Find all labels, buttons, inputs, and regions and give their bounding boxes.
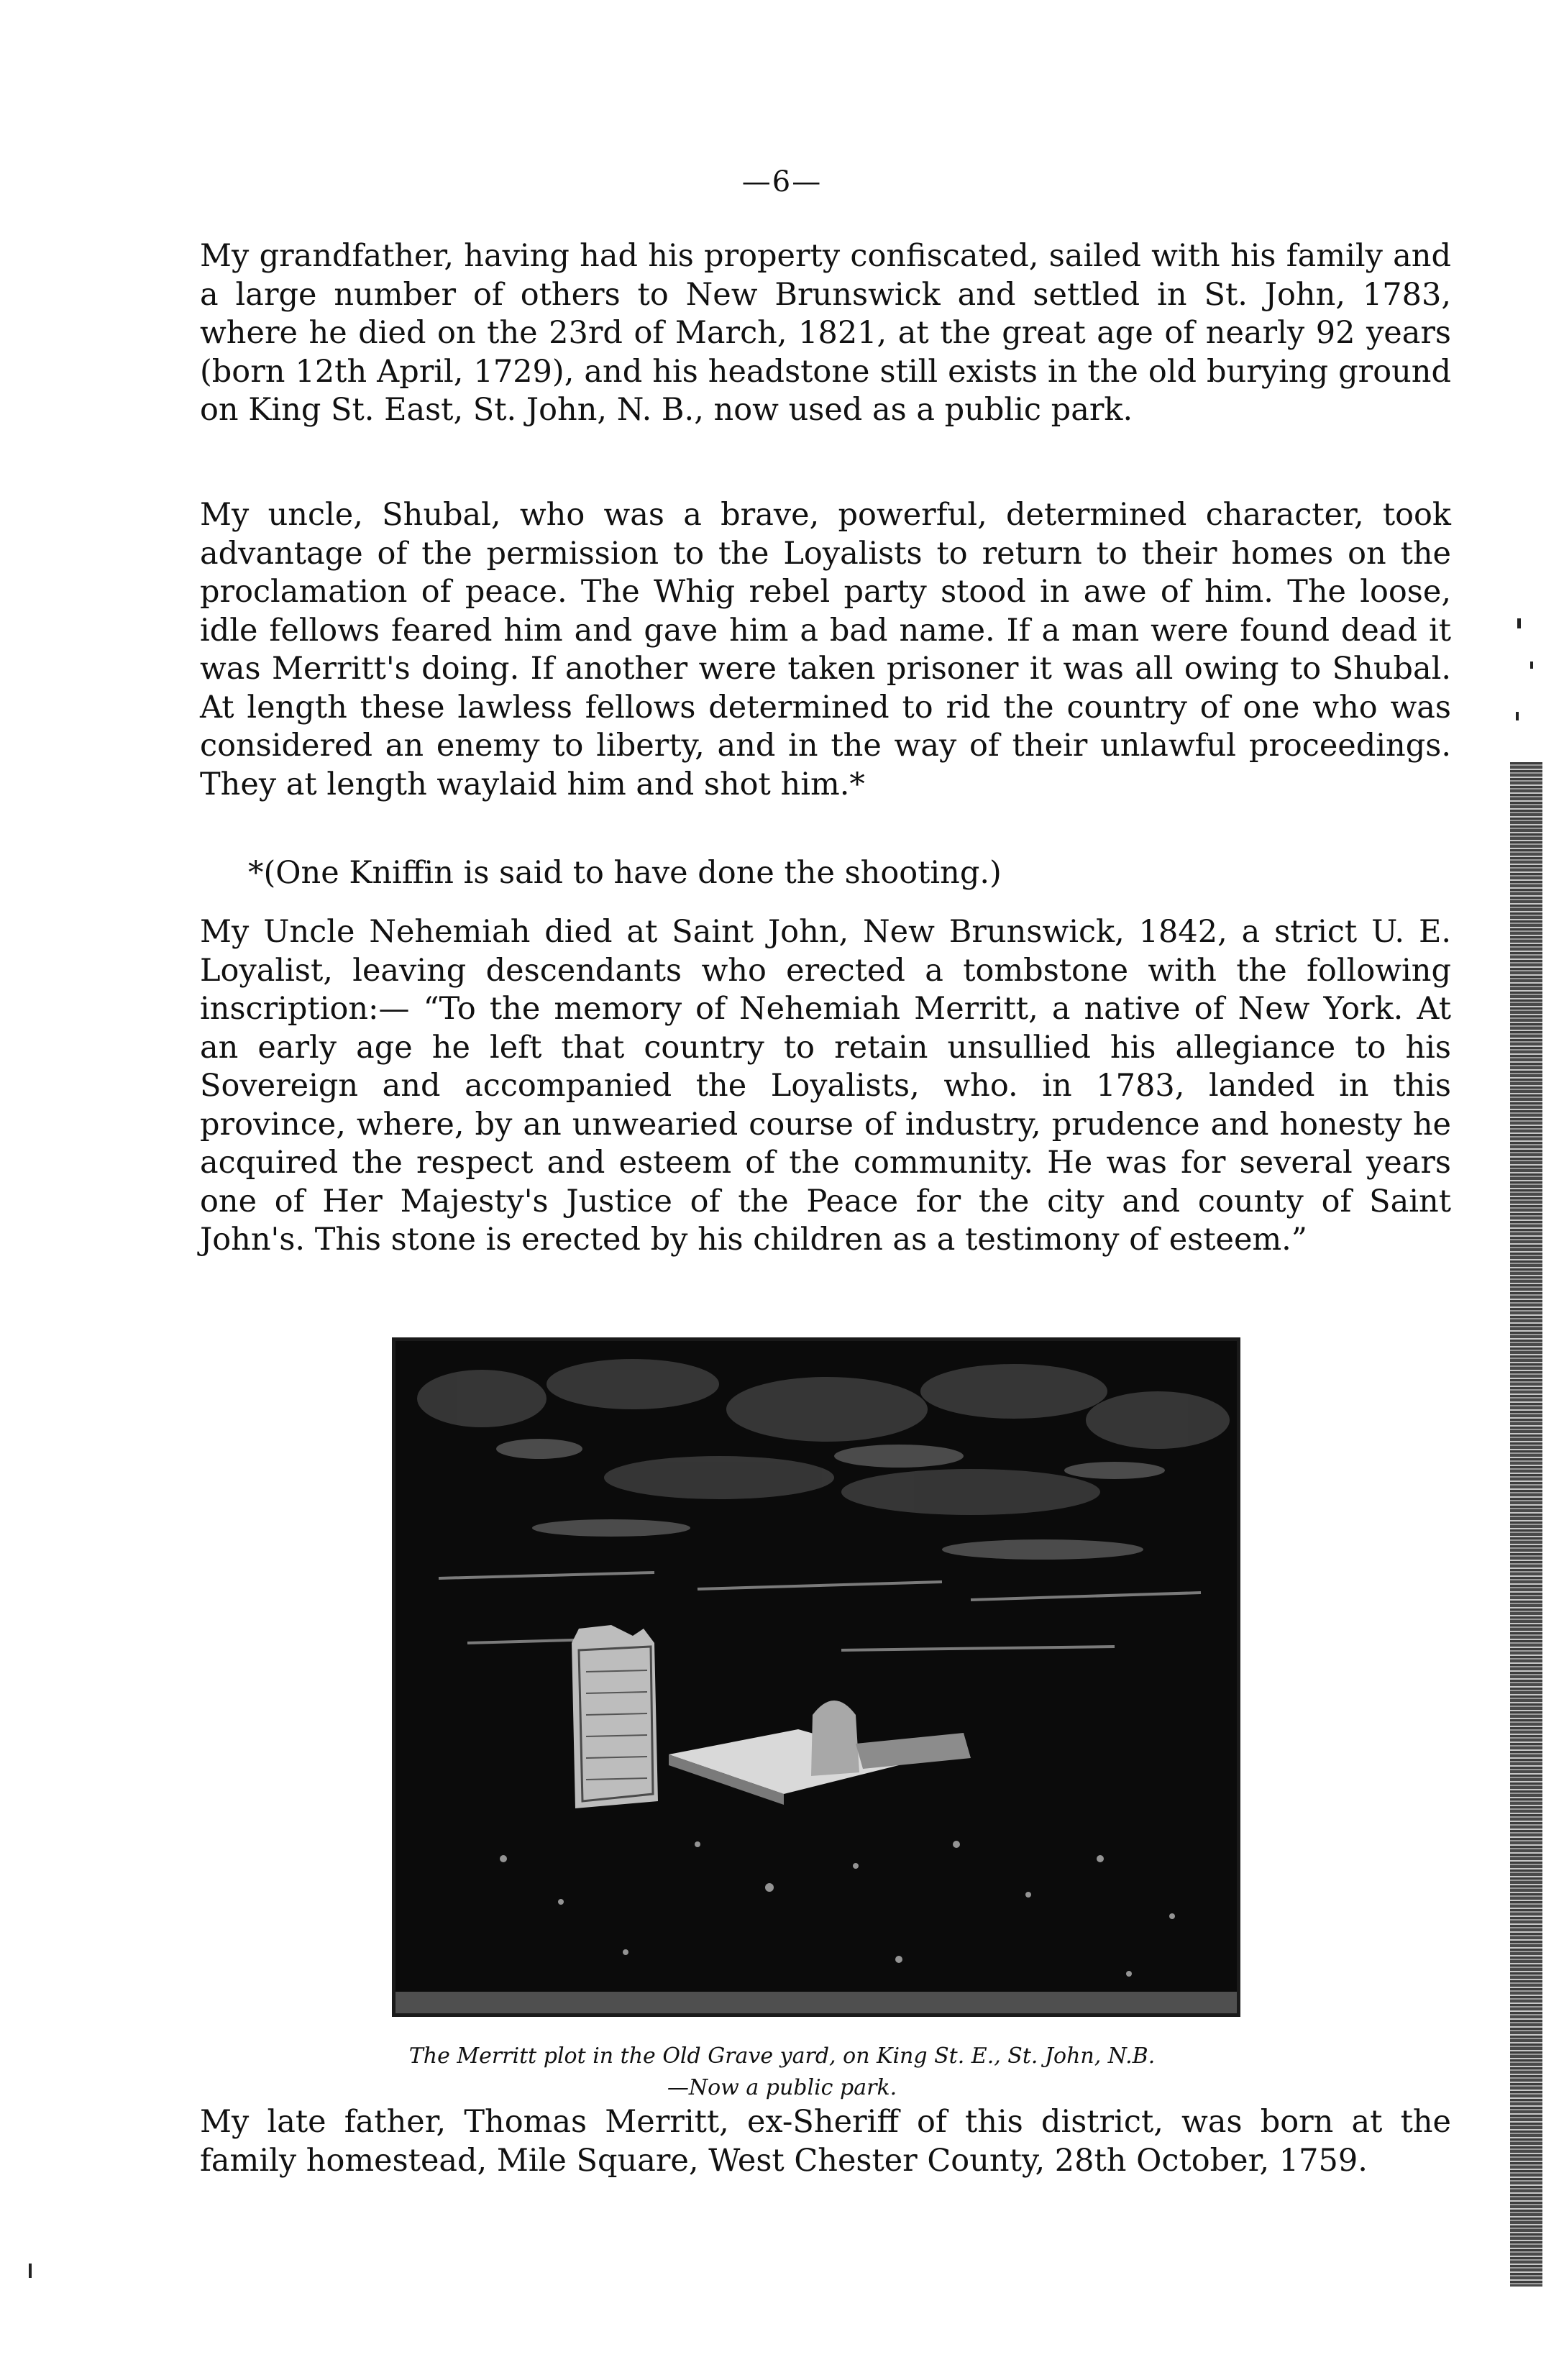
graveyard-photo [392,1337,1240,2017]
paragraph-text: My Uncle Nehemiah died at Saint John, New Brunswick, 1842, a strict U. E. Loyalist, leaving descendants who erected a tombstone with the following inscription:— “To the memory of Nehemiah Merritt, a native of New York. At an early age he left that country to retain unsullied his allegiance to his Sovereign and accompanied the Loyalists, who. in 1783, landed in this province, where, by an unwearied course of industry, prudence and honesty he acquired the respect and esteem of the community. He was for several years one of Her Majesty's Justice of the Peace for the city and county of Saint John's. This stone is erected by his children as a testimony of esteem.” [200,914,1451,1258]
scan-speck [1530,662,1533,669]
footnote: *(One Kniffin is said to have done the shooting.) [248,855,1002,891]
paragraph-uncle-shubal [200,496,1451,804]
photo-caption-line2: —Now a public park. [667,2075,897,2100]
graveyard-photo-illustration [395,1341,1237,2013]
scan-speck [29,2264,32,2278]
paragraph-text: My late father, Thomas Merritt, ex-Sheriff of this district, was born at the family homestead, Mile Square, West Chester County, 28th October, 1759. [200,2104,1451,2179]
photo-caption [0,2041,1564,2104]
paragraph-text: My uncle, Shubal, who was a brave, powerful, determined character, took advantage of the permission to the Loyalists to return to their homes on the proclamation of peace. The Whig rebel party stood in awe of him. The loose, idle fellows feared him and gave him a bad name. If a man were found dead it was Merritt's doing. If another were taken prisoner it was all owing to Shubal. At length these lawless fellows determined to rid the country of one who was considered an enemy to liberty, and in the way of their unlawful proceedings. They at length waylaid him and shot him.* [200,497,1451,802]
scan-speck [1516,712,1519,720]
paragraph-text: My grandfather, having had his property confiscated, sailed with his family and a large number of others to New Brunswick and settled in St. John, 1783, where he died on the 23rd of March, 1821, at the great age of nearly 92 years (born 12th April, 1729), and his headstone still exists in the old burying ground on King St. East, St. John, N. B., now used as a public park. [200,238,1451,428]
scan-speck [1517,618,1521,628]
photo-caption-line1: The Merritt plot in the Old Grave yard, on King St. E., St. John, N.B. [408,2043,1156,2069]
paragraph-father [200,2103,1451,2180]
paragraph-uncle-nehemiah [200,913,1451,1260]
scan-edge-artifact [1510,762,1542,2287]
page-number: —6— [741,165,823,198]
paragraph-grandfather [200,237,1451,430]
